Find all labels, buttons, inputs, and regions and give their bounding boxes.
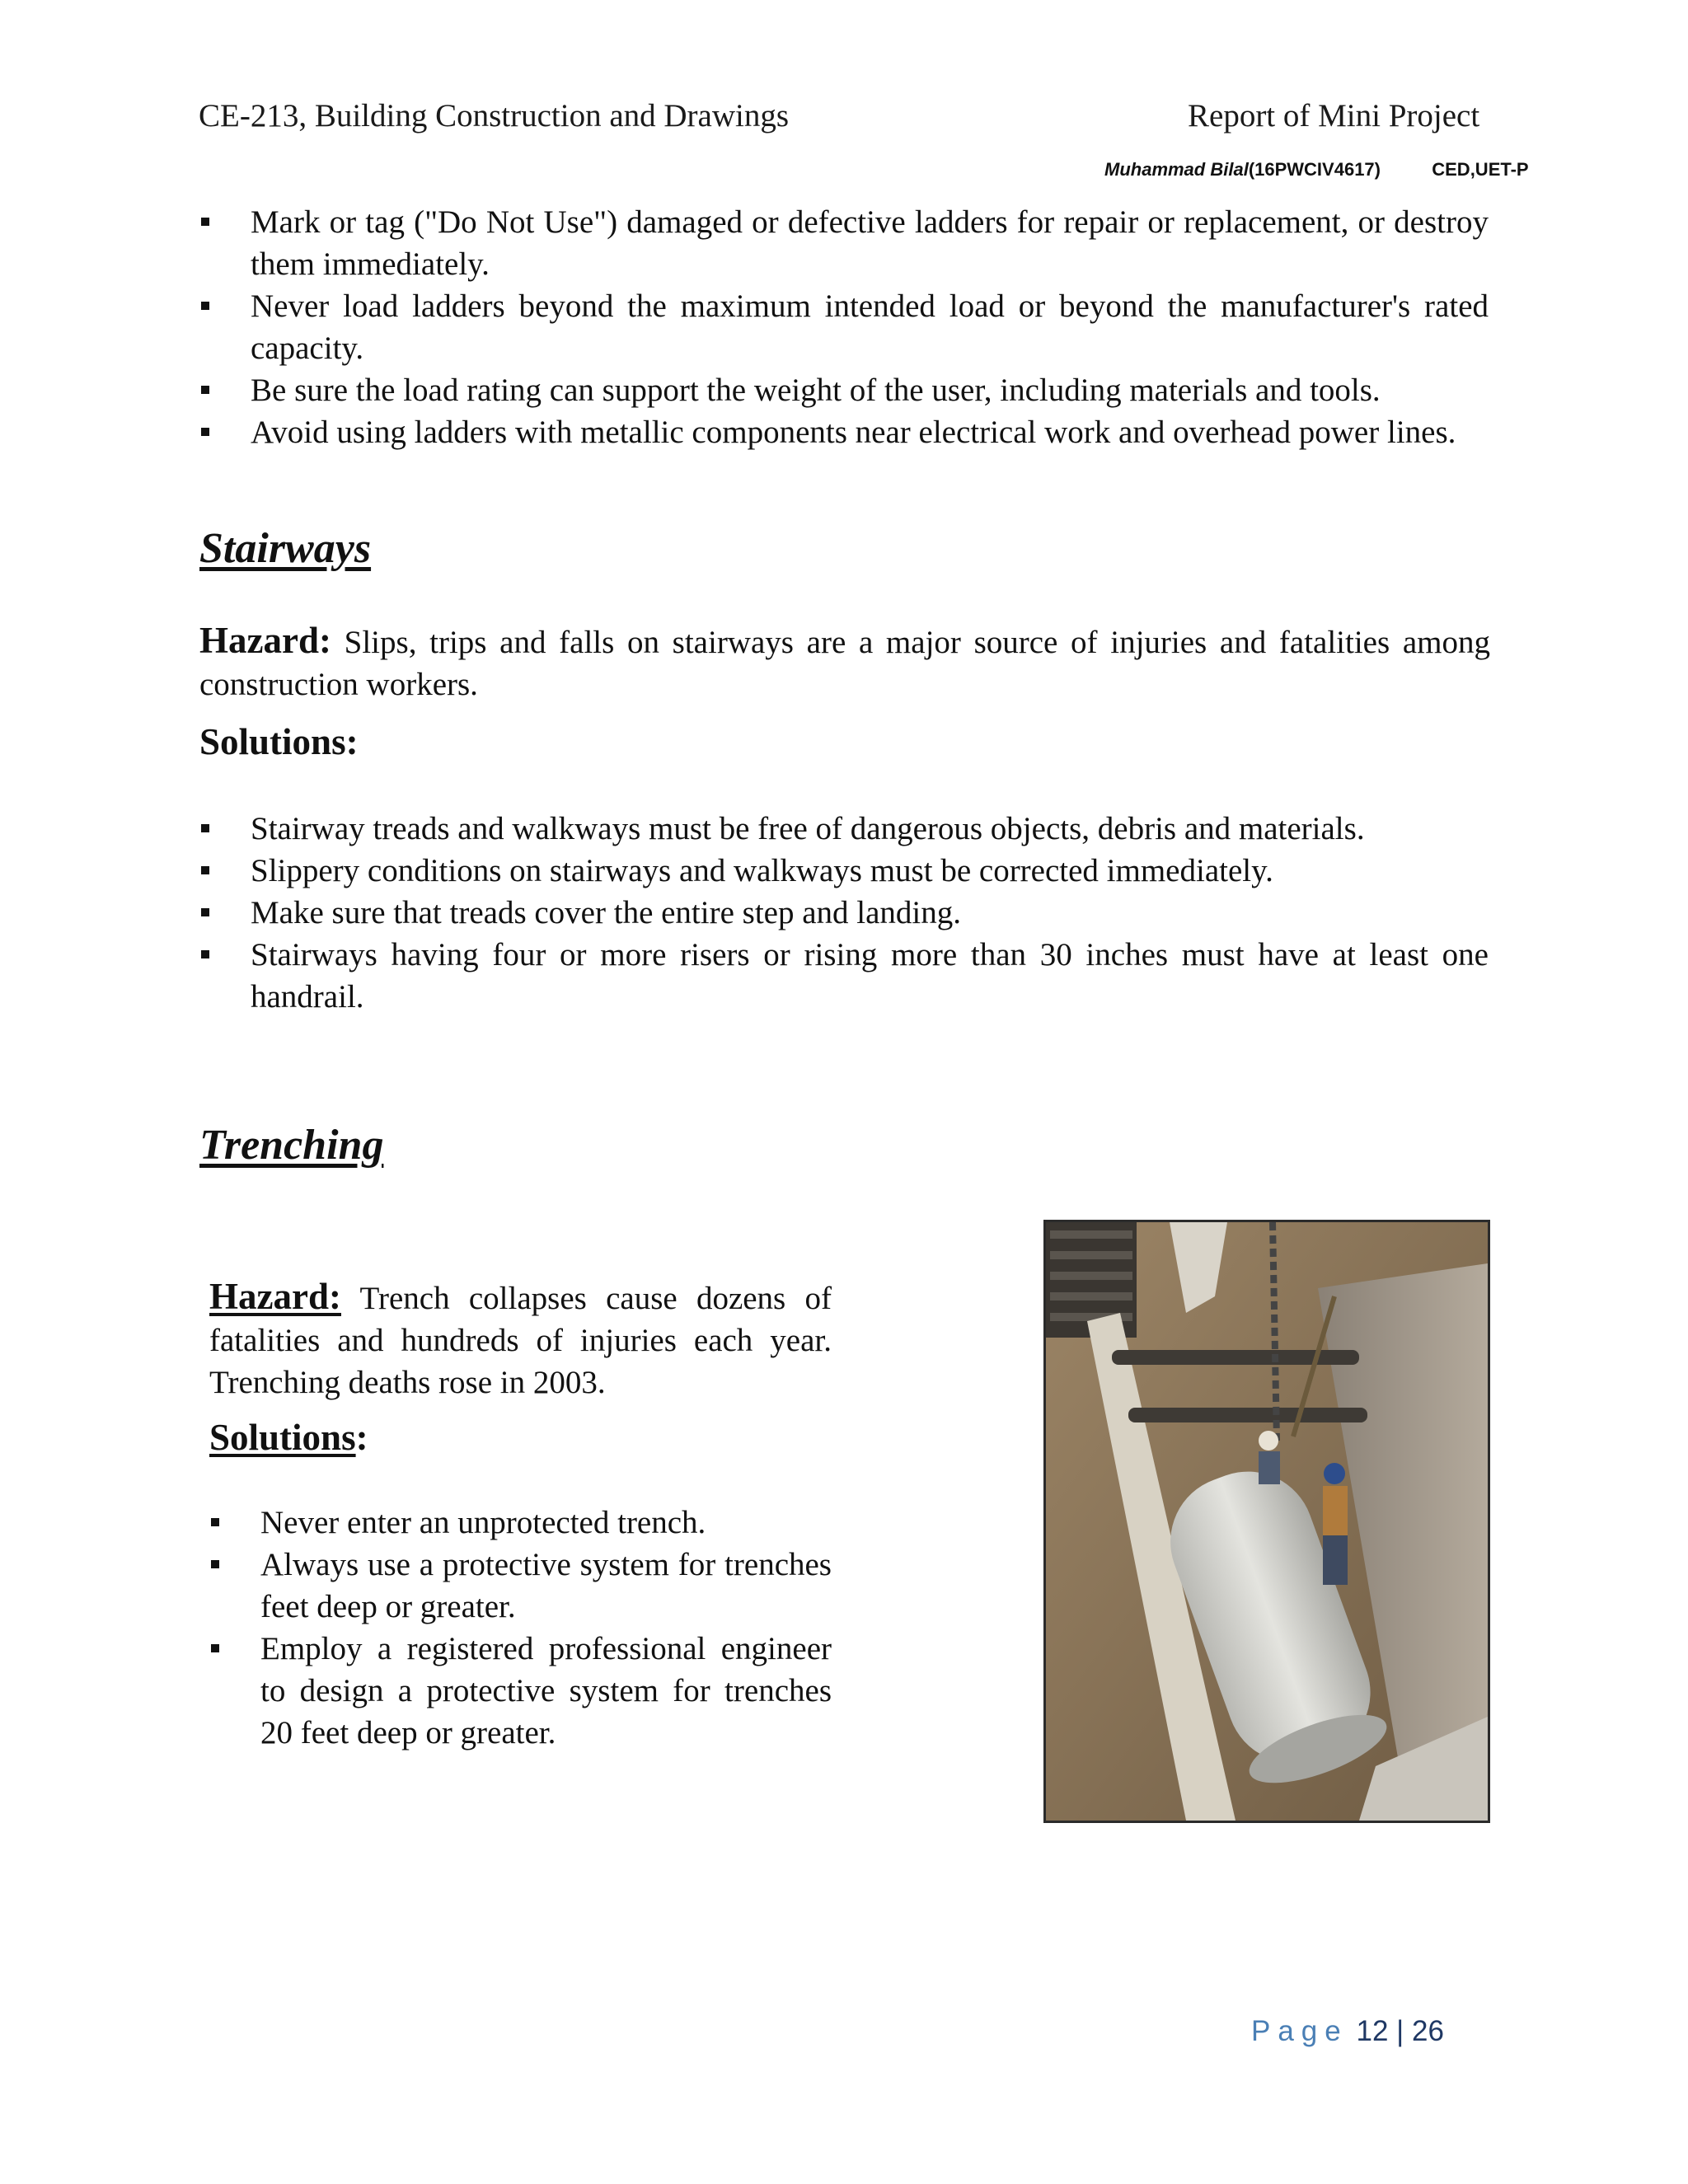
stairways-hazard-text: Slips, trips and falls on stairways are a major source of injuries and fatalities among construction workers. bbox=[199, 625, 1490, 702]
current-page-number: 12 bbox=[1356, 2015, 1389, 2047]
list-item: Stairways having four or more risers or rising more than 30 inches must have at least one handrail. bbox=[199, 934, 1489, 1018]
list-item: Always use a protective system for trenches feet deep or greater. bbox=[209, 1544, 832, 1628]
solutions-label-text: Solutions bbox=[209, 1417, 356, 1458]
solutions-label-text: Solutions bbox=[199, 721, 346, 762]
list-item: Avoid using ladders with metallic components near electrical work and overhead power lines. bbox=[199, 411, 1489, 453]
list-item: Stairway treads and walkways must be free of dangerous objects, debris and materials. bbox=[199, 808, 1489, 850]
list-item: Employ a registered professional engineer to design a protective system for trenches 20 feet deep or greater. bbox=[209, 1628, 832, 1754]
total-pages: 26 bbox=[1411, 2015, 1444, 2047]
list-item: Never enter an unprotected trench. bbox=[209, 1502, 832, 1544]
list-item: Make sure that treads cover the entire step and landing. bbox=[199, 892, 1489, 934]
department: CED,UET-P bbox=[1432, 159, 1529, 180]
header-report-title: Report of Mini Project bbox=[1188, 98, 1480, 134]
trench-pipe-photo bbox=[1043, 1220, 1490, 1823]
header-course-title: CE-213, Building Construction and Drawings bbox=[199, 98, 790, 134]
list-item: Never load ladders beyond the maximum intended load or beyond the manufacturer's rated capacity. bbox=[199, 285, 1489, 369]
stairways-solutions-list bbox=[199, 808, 1489, 1018]
stairways-heading: Stairways bbox=[199, 525, 372, 572]
stairways-hazard-paragraph bbox=[199, 620, 1490, 705]
solutions-colon: : bbox=[355, 1417, 368, 1458]
page-separator: | bbox=[1396, 2015, 1404, 2047]
solutions-colon: : bbox=[345, 721, 359, 762]
author-reg-no: (16PWCIV4617) bbox=[1248, 159, 1381, 180]
header-byline bbox=[1104, 159, 1529, 180]
page-footer bbox=[1251, 2015, 1444, 2048]
trenching-solutions-list bbox=[209, 1502, 832, 1754]
trenching-hazard-text: Trench collapses cause dozens of fatalities and hundreds of injuries each year. Trenching deaths rose in 2003. bbox=[209, 1281, 832, 1400]
trench-photo-illustration bbox=[1046, 1222, 1488, 1821]
list-item: Mark or tag ("Do Not Use") damaged or defective ladders for repair or replacement, or destroy them immediately. bbox=[199, 201, 1489, 285]
stairways-hazard-label: Hazard: bbox=[199, 620, 331, 661]
page-word: Page bbox=[1251, 2015, 1348, 2047]
trenching-hazard-paragraph bbox=[209, 1276, 832, 1404]
author-name: Muhammad Bilal bbox=[1104, 159, 1249, 180]
trenching-solutions-label bbox=[209, 1416, 368, 1459]
ladders-bullet-list bbox=[199, 201, 1489, 453]
list-item: Slippery conditions on stairways and walkways must be corrected immediately. bbox=[199, 850, 1489, 892]
trenching-heading: Trenching bbox=[199, 1122, 384, 1169]
list-item: Be sure the load rating can support the weight of the user, including materials and tools. bbox=[199, 369, 1489, 411]
trenching-hazard-label: Hazard: bbox=[209, 1276, 341, 1317]
stairways-solutions-label bbox=[199, 720, 359, 763]
